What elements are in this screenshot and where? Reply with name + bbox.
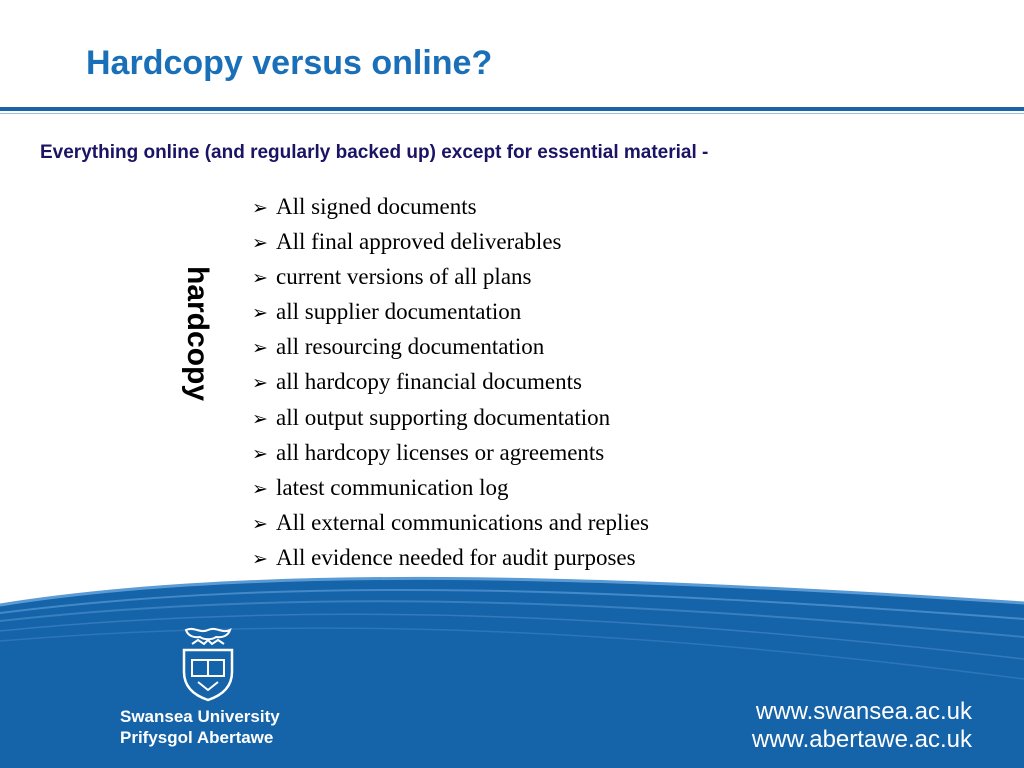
side-label-hardcopy: hardcopy	[181, 266, 214, 402]
list-item	[252, 225, 649, 260]
arrow-bullet-icon: ➢	[252, 302, 268, 325]
arrow-bullet-icon: ➢	[252, 442, 268, 465]
slide-title: Hardcopy versus online?	[86, 44, 493, 82]
list-item	[252, 365, 649, 400]
title-divider	[0, 107, 1024, 111]
url-cy[interactable]: www.abertawe.ac.uk	[751, 726, 972, 753]
university-name-cy: Prifysgol Abertawe	[120, 728, 274, 747]
list-item-text: all output supporting documentation	[276, 404, 611, 430]
url-en[interactable]: www.swansea.ac.uk	[755, 698, 972, 725]
list-item	[252, 506, 649, 541]
title-divider-thin	[0, 113, 1024, 114]
list-item	[252, 190, 649, 225]
list-item-text: all hardcopy financial documents	[276, 369, 582, 395]
university-crest-icon	[178, 626, 238, 707]
list-item-text: All signed documents	[276, 194, 477, 219]
university-name	[120, 706, 280, 748]
list-item	[252, 401, 649, 436]
list-item-text: latest communication log	[276, 474, 509, 500]
list-item-text: all supplier documentation	[276, 299, 522, 325]
list-item-text: All external communications and replies	[276, 509, 649, 535]
arrow-bullet-icon: ➢	[252, 197, 268, 219]
website-urls	[752, 698, 972, 754]
list-item-text: all hardcopy licenses or agreements	[276, 439, 605, 465]
arrow-bullet-icon: ➢	[252, 372, 268, 395]
list-item	[252, 471, 649, 506]
university-name-en: Swansea University	[120, 707, 280, 726]
list-item-text: All evidence needed for audit purposes	[276, 544, 636, 570]
list-item	[252, 541, 649, 576]
list-item	[252, 330, 649, 365]
arrow-bullet-icon: ➢	[252, 407, 268, 430]
arrow-bullet-icon: ➢	[252, 232, 268, 255]
list-item-text: current versions of all plans	[276, 264, 532, 290]
bullet-list	[252, 190, 649, 576]
slide-subtitle: Everything online (and regularly backed up) except for essential material -	[40, 142, 709, 163]
list-item-text: All final approved deliverables	[276, 229, 562, 255]
arrow-bullet-icon: ➢	[252, 477, 268, 500]
list-item-text: all resourcing documentation	[276, 334, 545, 360]
list-item	[252, 436, 649, 471]
list-item	[252, 260, 649, 295]
arrow-bullet-icon: ➢	[252, 267, 268, 290]
arrow-bullet-icon: ➢	[252, 547, 268, 570]
list-item	[252, 295, 649, 330]
arrow-bullet-icon: ➢	[252, 512, 268, 535]
arrow-bullet-icon: ➢	[252, 337, 268, 360]
